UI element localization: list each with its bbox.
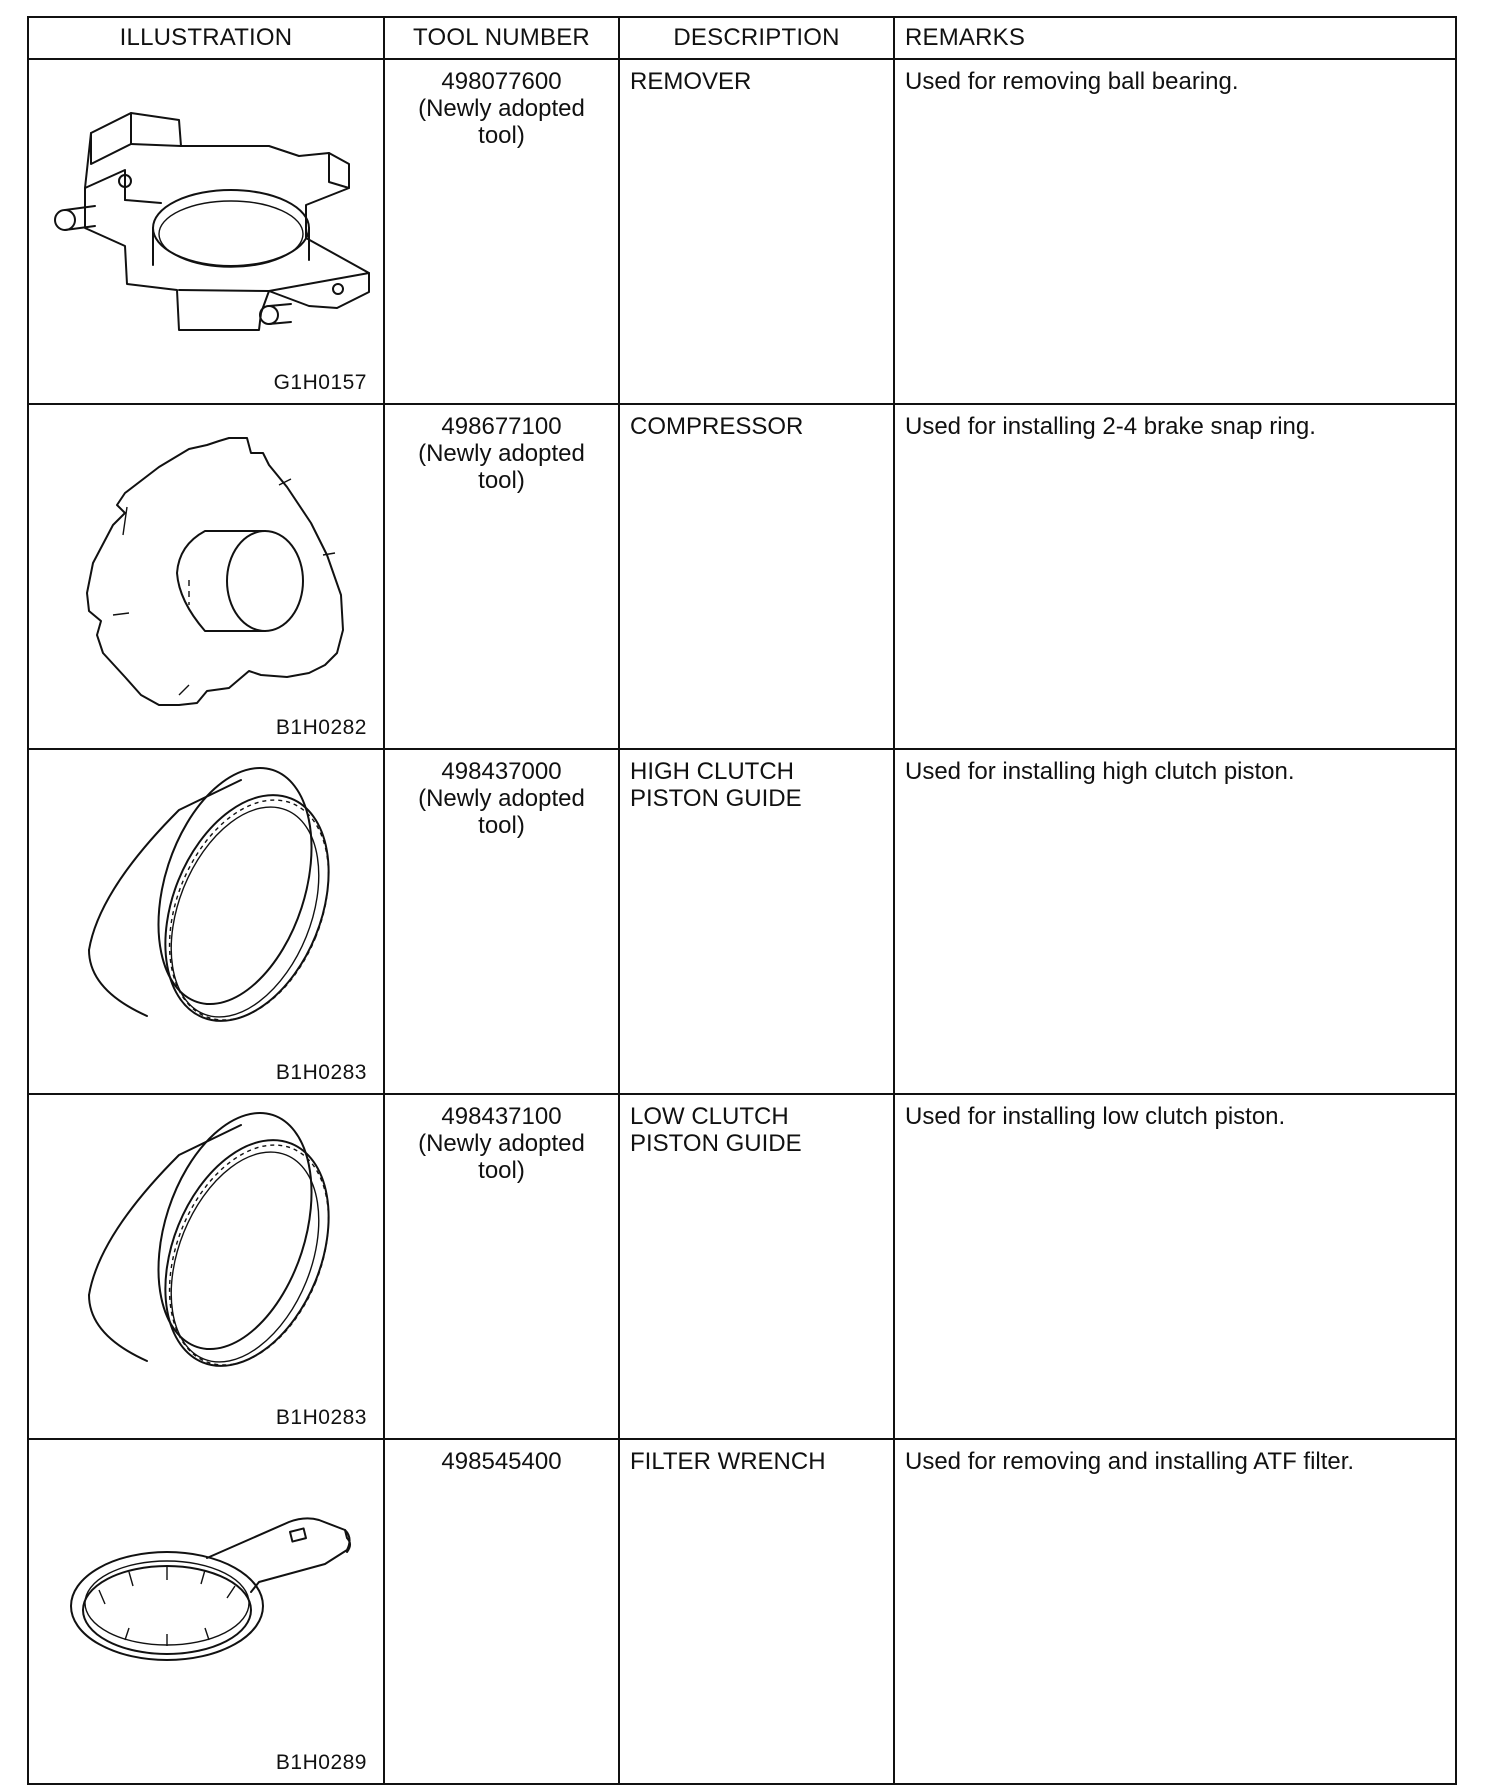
tool-note: tool)	[478, 812, 525, 839]
header-illustration: ILLUSTRATION	[28, 17, 384, 59]
description: FILTER WRENCH	[630, 1448, 826, 1475]
tool-number: 498437100	[441, 1103, 562, 1130]
special-tools-table	[27, 16, 1457, 1785]
tool-note: (Newly adopted	[418, 1130, 585, 1157]
piston-guide-ring-icon	[29, 750, 385, 1085]
tool-note: (Newly adopted	[418, 440, 585, 467]
tool-note: tool)	[478, 467, 525, 494]
tool-number-cell	[384, 59, 619, 404]
tool-number: 498545400	[441, 1448, 562, 1475]
description-cell	[619, 1094, 894, 1439]
tool-note: tool)	[478, 1157, 525, 1184]
special-tools-sheet	[27, 16, 1455, 1774]
description-cell	[619, 404, 894, 749]
illustration-cell	[28, 1439, 384, 1784]
description: PISTON GUIDE	[630, 1130, 802, 1157]
tool-number-cell	[384, 1094, 619, 1439]
tool-number: 498677100	[441, 413, 562, 440]
remarks-cell: Used for removing and installing ATF filter.	[894, 1439, 1456, 1784]
remarks-cell: Used for installing high clutch piston.	[894, 749, 1456, 1094]
tool-note: (Newly adopted	[418, 785, 585, 812]
header-remarks: REMARKS	[894, 17, 1456, 59]
illustration-cell	[28, 404, 384, 749]
table-row	[28, 404, 1456, 749]
table-row	[28, 749, 1456, 1094]
filter-wrench-icon	[29, 1440, 385, 1775]
figure-code: B1H0289	[275, 1751, 367, 1774]
description: LOW CLUTCH	[630, 1103, 789, 1130]
description: HIGH CLUTCH	[630, 758, 795, 785]
tool-number-cell	[384, 749, 619, 1094]
table-row	[28, 1094, 1456, 1439]
table-row	[28, 59, 1456, 404]
bearing-remover-icon	[29, 60, 385, 395]
description: REMOVER	[630, 68, 752, 95]
figure-code: B1H0283	[275, 1061, 367, 1084]
tool-note: (Newly adopted	[418, 95, 585, 122]
piston-guide-ring-icon	[29, 1095, 385, 1430]
tool-number-cell	[384, 1439, 619, 1784]
table-row	[28, 1439, 1456, 1784]
illustration-cell	[28, 59, 384, 404]
illustration-cell	[28, 1094, 384, 1439]
description: PISTON GUIDE	[630, 785, 802, 812]
remarks-cell: Used for removing ball bearing.	[894, 59, 1456, 404]
tool-note: tool)	[478, 122, 525, 149]
header-tool-number: TOOL NUMBER	[384, 17, 619, 59]
description-cell	[619, 59, 894, 404]
tool-number: 498437000	[441, 758, 562, 785]
description-cell	[619, 749, 894, 1094]
figure-code: B1H0282	[275, 716, 367, 739]
description: COMPRESSOR	[630, 413, 804, 440]
table-header-row	[28, 17, 1456, 59]
header-description: DESCRIPTION	[619, 17, 894, 59]
description-cell	[619, 1439, 894, 1784]
tool-number-cell	[384, 404, 619, 749]
illustration-cell	[28, 749, 384, 1094]
compressor-icon	[29, 405, 385, 740]
tool-number: 498077600	[441, 68, 562, 95]
remarks-cell: Used for installing 2-4 brake snap ring.	[894, 404, 1456, 749]
remarks-cell: Used for installing low clutch piston.	[894, 1094, 1456, 1439]
figure-code: G1H0157	[273, 371, 367, 394]
figure-code: B1H0283	[275, 1406, 367, 1429]
